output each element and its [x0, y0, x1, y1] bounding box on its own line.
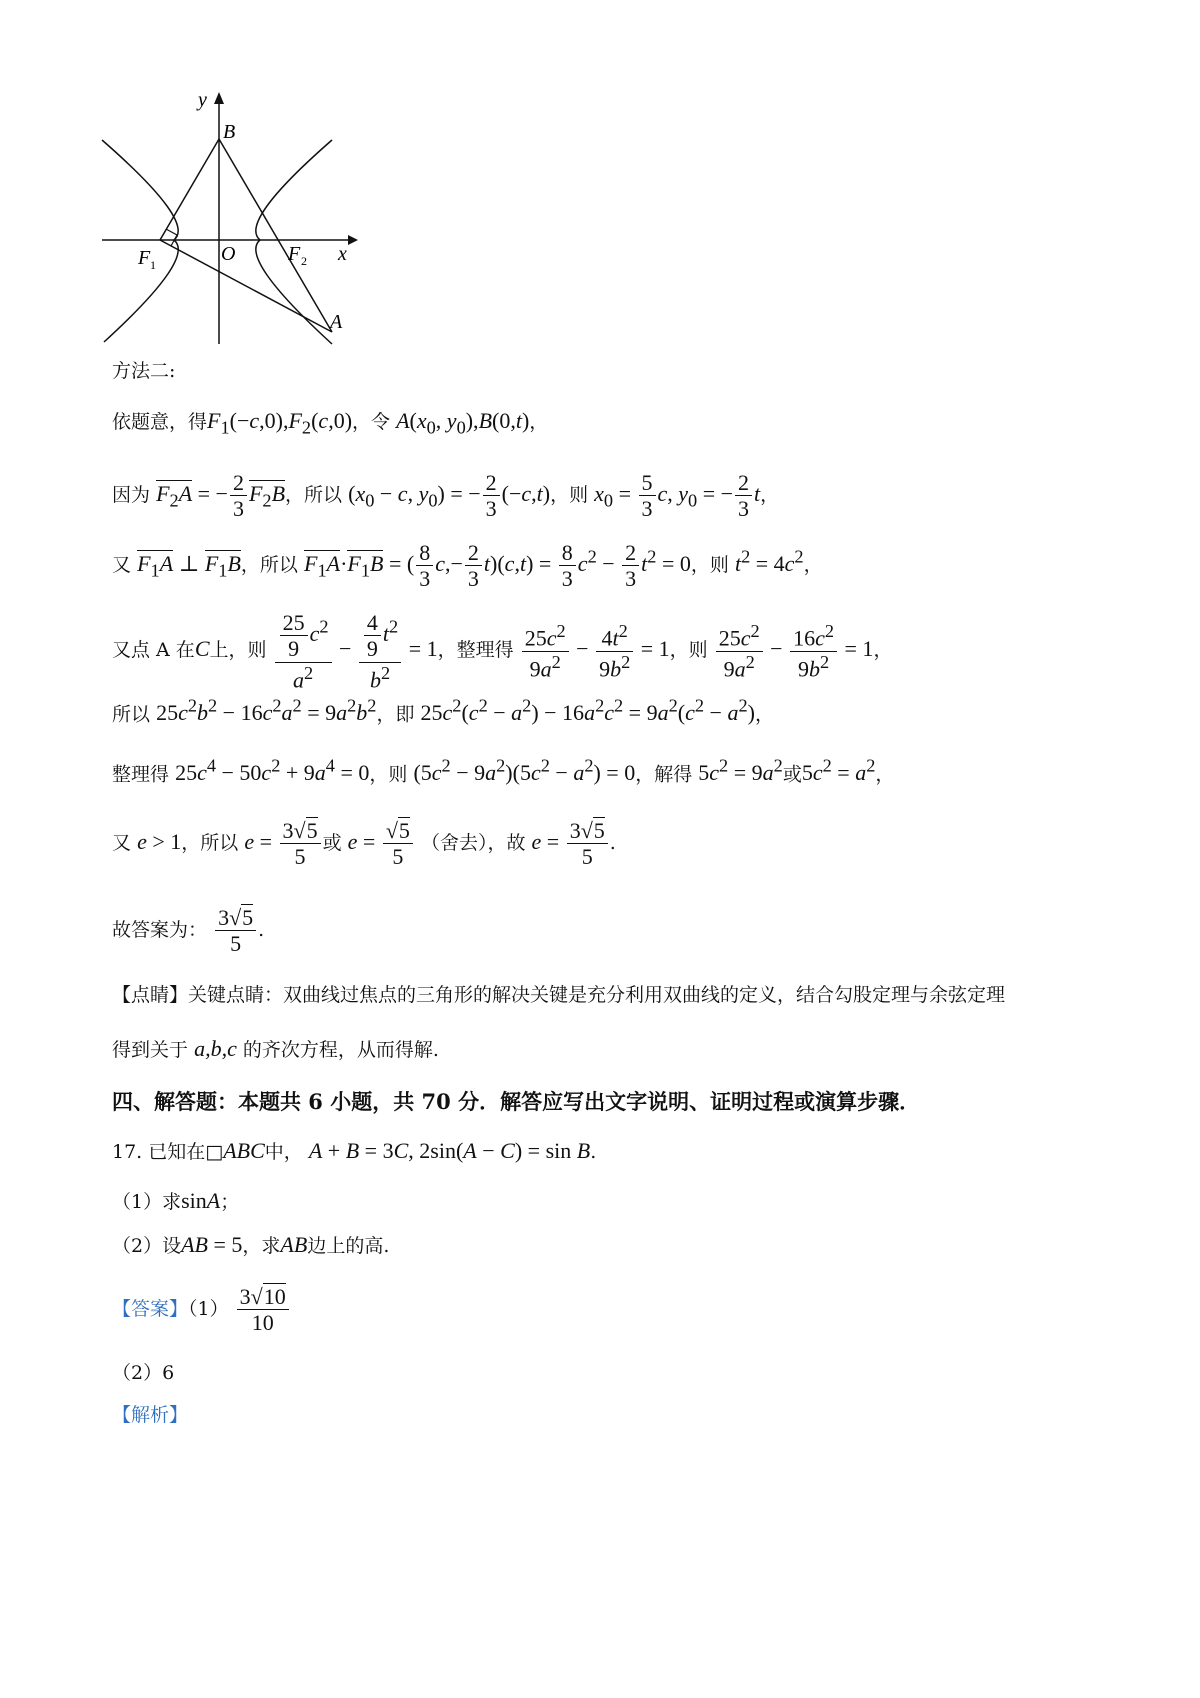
x-axis-arrow [348, 235, 358, 245]
q17-answer1: 【答案】（1） $\frac{3√10}{10}$ [112, 1284, 291, 1336]
method2-line7: 又 e > 1，所以 e = $\frac{3√5}{5}$ 或 e = $\frac{√5}{5}$ （舍去），故 e = $\frac{3√5}{5}$ . [112, 818, 616, 870]
label-A: A [330, 311, 343, 333]
y-axis-arrow [214, 92, 224, 104]
method2-line2: 因为 $F_2A$ = − $\frac{2}{3}$ $F_2B$，所以 ($x_0 - c$, $y_0$) = − $\frac{2}{3}$ (−c,t)，则 $x_0$ = $\frac{5}{3}$ c, $y_0$ = − $\frac{2}{3}$ t， [112, 470, 780, 522]
method2-heading: 方法二: [112, 360, 176, 382]
label-F2: F [288, 243, 301, 265]
q17-part1: （1）求sinA； [112, 1188, 240, 1213]
label-F2-sub: 2 [301, 254, 307, 268]
hyperbola-figure [100, 92, 370, 352]
q17-stem: 17. 已知在□ABC中， A + B = 3C, 2sin(A − C) = sin B. [112, 1138, 597, 1163]
section4-title: 四、解答题：本题共 6 小题，共 70 分．解答应写出文字说明、证明过程或演算步骤． [112, 1089, 921, 1114]
analysis-tag: 【解析】 [112, 1404, 189, 1426]
segment-F1-B [160, 139, 219, 240]
hyperbola-left-branch [102, 140, 178, 342]
segment-B-A [219, 139, 332, 332]
method2-line3: 又 $F_1A$ ⊥ $F_1B$，所以 $F_1A\cdot F_1B$ = ( $\frac{8}{3}$ c,− $\frac{2}{3}$ t)(c,t) = $\frac{8}{3}$ $c^2$ − $\frac{2}{3}$ $t^2 = 0$，则 $t^2 = 4c^2$， [112, 540, 823, 592]
answer-line: 故答案为： $\frac{3√5}{5}$ . [112, 905, 265, 957]
answer-tag: 【答案】 [112, 1297, 189, 1320]
label-F1: F [138, 247, 151, 269]
dianjing-line1: 【点睛】关键点睛：双曲线过焦点的三角形的解决关键是充分利用双曲线的定义，结合勾股定理与余弦定理 [112, 984, 1006, 1006]
q17-answer2: （2）6 [112, 1362, 175, 1384]
label-O: O [221, 243, 236, 265]
label-F1-sub: 1 [150, 258, 156, 272]
label-B: B [223, 121, 236, 143]
label-x: x [338, 243, 347, 265]
method2-line1: 依题意，得$F_1(-c,0),F_2(c,0)$，令 $A(x_0$, $y_0),B(0,t)$， [112, 408, 549, 438]
label-y: y [198, 92, 207, 111]
method2-line5: 所以 $25c^2b^2 - 16c^2a^2 = 9a^2b^2$，即 $25c^2(c^2 - a^2) - 16a^2c^2 = 9a^2(c^2 - a^2)$， [112, 696, 774, 726]
method2-line6: 整理得 $25c^4 - 50c^2 + 9a^4 = 0$，则 $(5c^2 - 9a^2)(5c^2 - a^2) = 0$，解得 $5c^2 = 9a^2$或$5c^2 = a^2$， [112, 756, 895, 786]
q17-part2: （2）设AB = 5，求AB边上的高. [112, 1232, 390, 1257]
method2-line4: 又点 A 在C上，则 $\frac{25}{9}$ $c^2$ $a^2$ − $\frac{4}{9}$ $t^2$ $b^2$ = 1，整理得 $\frac{25c^2}{9a^2}$ − $\frac{4t^2}{9b^2}$ = 1，则 $\frac{25c^2}{9a^2}$ − $\frac{16c^2}{9b^2}$ = 1， [112, 610, 893, 692]
dianjing-line2: 得到关于 a,b,c 的齐次方程，从而得解. [112, 1036, 439, 1061]
